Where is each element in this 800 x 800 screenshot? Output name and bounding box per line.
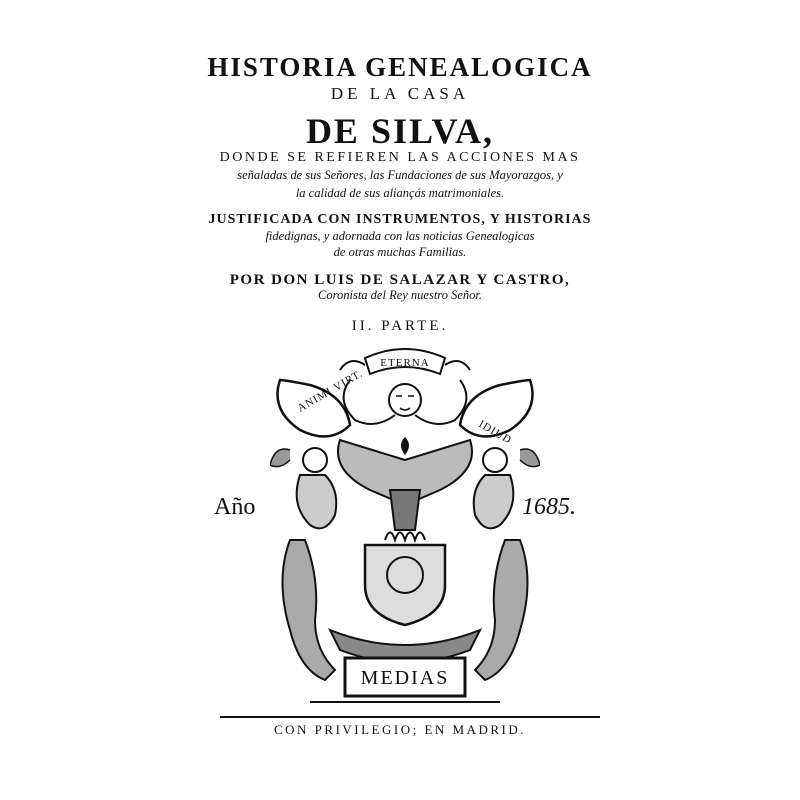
subtitle-line-2: señaladas de sus Señores, las Fundaciones de sus Mayorazgos, y [237, 168, 563, 182]
subtitle-line-3: la calidad de sus aliançás matrimoniales. [295, 186, 505, 200]
author-line: POR DON LUIS DE SALAZAR Y CASTRO, [229, 272, 571, 288]
title-line-3: DE SILVA, [305, 111, 495, 151]
title-line-2: DE LA CASA [330, 84, 470, 103]
year-value: 1685. [522, 494, 576, 520]
title-line-1: HISTORIA GENEALOGICA [207, 52, 593, 82]
justification-line-1: JUSTIFICADA CON INSTRUMENTOS, Y HISTORIAS [208, 212, 592, 227]
scroll-left-text: ANIMI VIRT. [295, 367, 366, 415]
year-label: Año [214, 494, 256, 520]
heraldic-crest-icon [270, 340, 540, 710]
divider-rule [220, 716, 600, 718]
imprint-line: CON PRIVILEGIO; EN MADRID. [273, 722, 527, 737]
part-label: II. PARTE. [351, 318, 449, 334]
justification-line-2: fidedignas, y adornada con las noticias Genealogicas [265, 229, 535, 243]
justification-line-3: de otras muchas Familias. [333, 245, 467, 259]
scroll-right-text: IDIUD [476, 418, 514, 447]
scroll-top-text: ETERNA [380, 357, 430, 369]
author-title: Coronista del Rey nuestro Señor. [318, 288, 482, 302]
subtitle-line-1: DONDE SE REFIEREN LAS ACCIONES MAS [219, 150, 581, 165]
plinth-text: MEDIAS [360, 667, 450, 689]
